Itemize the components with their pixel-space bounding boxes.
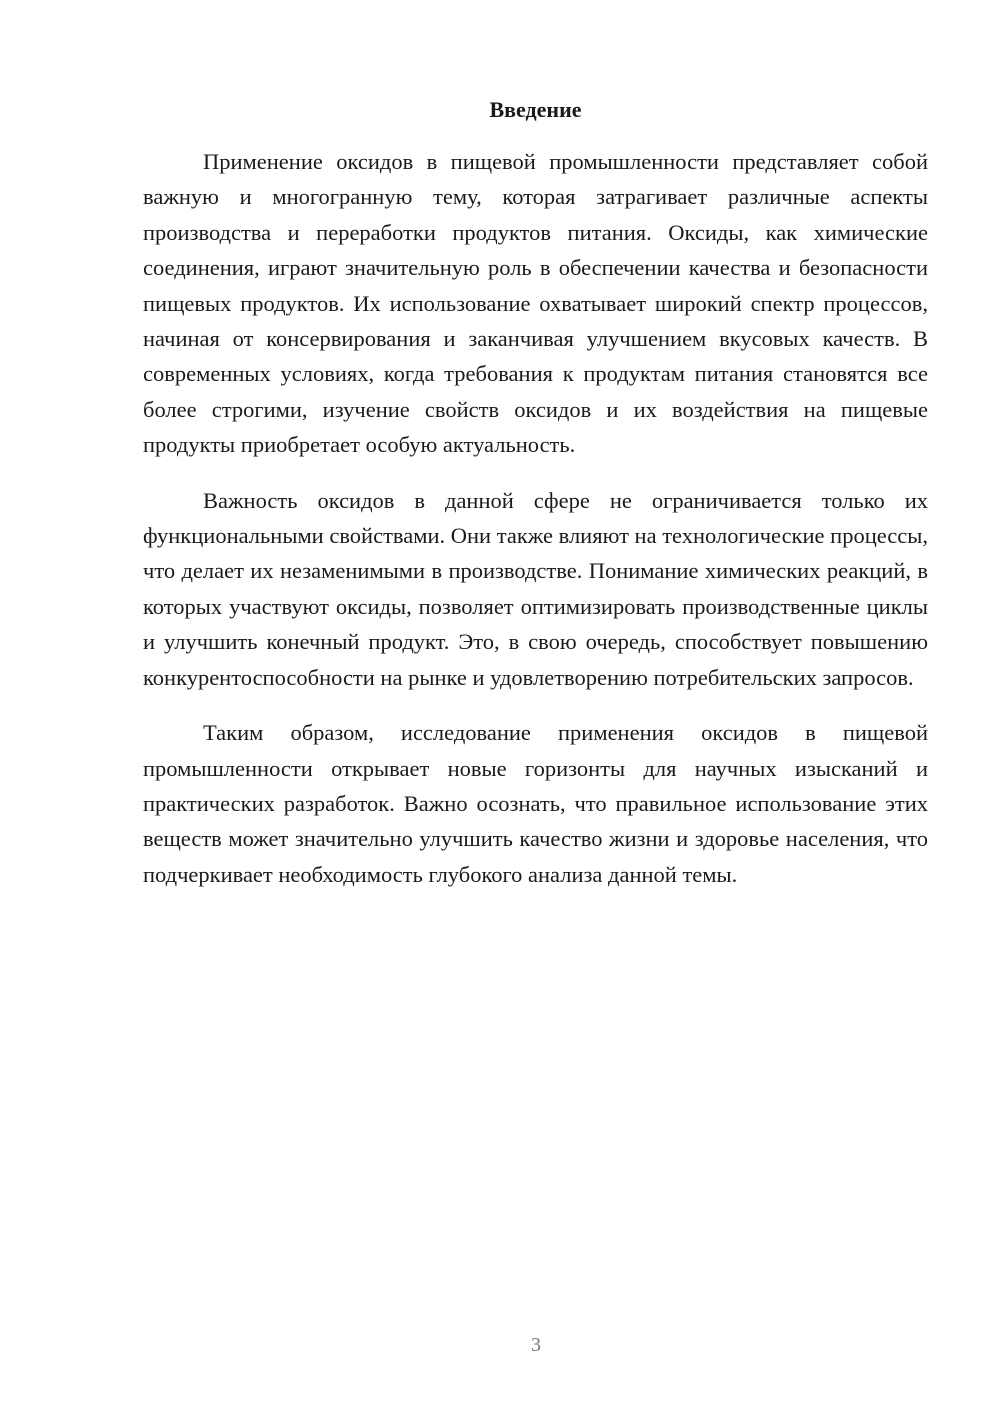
- page-number: 3: [531, 1334, 541, 1356]
- paragraph-1: Применение оксидов в пищевой промышленности представляет собой важную и многогранную тему, которая затрагивает различные аспекты производства и переработки продуктов питания. Оксиды, как химические соединения, играют значительную роль в обеспечении качества и безопасности пищевых продуктов. Их использование охватывает широкий спектр процессов, начиная от консервирования и заканчивая улучшением вкусовых качеств. В современных условиях, когда требования к продуктам питания становятся все более строгими, изучение свойств оксидов и их воздействия на пищевые продукты приобретает особую актуальность.: [143, 149, 928, 458]
- paragraph-2: Важность оксидов в данной сфере не ограничивается только их функциональными свойствами. Они также влияют на технологические процессы, что делает их незаменимыми в производстве. Понимание химических реакций, в которых участвуют оксиды, позволяет оптимизировать производственные циклы и улучшить конечный продукт. Это, в свою очередь, способствует повышению конкурентоспособности на рынке и удовлетворению потребительских запросов.: [143, 487, 928, 690]
- paragraph-3: Таким образом, исследование применения оксидов в пищевой промышленности открывает новые горизонты для научных изысканий и практических разработок. Важно осознать, что правильное использование этих веществ может значительно улучшить качество жизни и здоровье населения, что подчеркивает необходимость глубокого анализа данной темы.: [143, 720, 928, 887]
- section-heading: Введение: [489, 97, 582, 122]
- page-content: [143, 94, 928, 892]
